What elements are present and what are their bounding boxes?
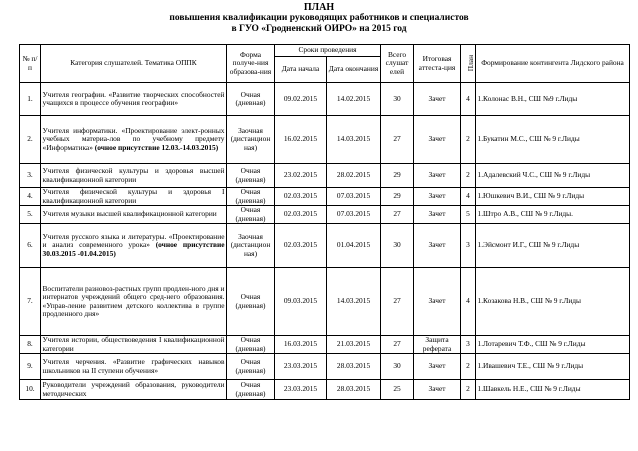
table-row [20, 188, 630, 206]
cell-attest: Защита реферата [414, 336, 461, 354]
cell-total: 27 [381, 116, 414, 164]
cell-start: 16.03.2015 [275, 336, 327, 354]
col-start: Дата начала [275, 57, 327, 83]
col-attest: Итоговая аттеста-ция [414, 45, 461, 83]
document-header [0, 0, 638, 35]
cell-num: 4. [20, 188, 41, 206]
cell-start: 16.02.2015 [275, 116, 327, 164]
cell-attest: Зачет [414, 268, 461, 336]
cell-attest: Зачет [414, 224, 461, 268]
cell-num: 9. [20, 354, 41, 380]
cell-category [41, 380, 227, 400]
cell-num: 7. [20, 268, 41, 336]
cell-form: Очная (дневная) [227, 188, 275, 206]
category-text: Учителя русского языка и литературы. «Проектирование и анализ современного урока» [42, 232, 225, 250]
table-row [20, 206, 630, 224]
cell-total: 25 [381, 380, 414, 400]
cell-category [41, 224, 227, 268]
cell-form: Очная (дневная) [227, 336, 275, 354]
cell-contingent: 1.Ивашевич Т.Е., СШ № 9 г.Лиды [476, 354, 630, 380]
cell-num: 3. [20, 164, 41, 188]
category-text: Руководители учреждений образования, руководители методических [42, 380, 225, 398]
table-row [20, 83, 630, 116]
cell-category [41, 336, 227, 354]
cell-total: 27 [381, 336, 414, 354]
cell-form: Очная (дневная) [227, 164, 275, 188]
cell-contingent: 1.Козакова Н.В., СШ № 9 г.Лиды [476, 268, 630, 336]
cell-contingent: 1.Лотаревич Т.Ф., СШ № 9 г.Лиды [476, 336, 630, 354]
cell-attest: Зачет [414, 380, 461, 400]
cell-end: 07.03.2015 [327, 188, 381, 206]
cell-num: 10. [20, 380, 41, 400]
cell-contingent: 1.Колонас В.Н., СШ №9 г.Лиды [476, 83, 630, 116]
category-text: Учителя истории, обществоведения I квалификационной категории [42, 335, 225, 353]
cell-form: Очная (дневная) [227, 354, 275, 380]
row-note: (очное присутствие 30.03.2015 -01.04.2015) [42, 240, 225, 258]
table-row [20, 116, 630, 164]
cell-attest: Зачет [414, 188, 461, 206]
cell-start: 09.03.2015 [275, 268, 327, 336]
cell-end: 14.03.2015 [327, 116, 381, 164]
cell-contingent: 1.Шавкель Н.Е., СШ № 9 г.Лиды [476, 380, 630, 400]
cell-end: 28.02.2015 [327, 164, 381, 188]
cell-end: 21.03.2015 [327, 336, 381, 354]
cell-form: Заочная (дистанцион ная) [227, 116, 275, 164]
cell-contingent: 1.Адалевский Ч.С., СШ № 9 г.Лиды [476, 164, 630, 188]
cell-start: 23.03.2015 [275, 354, 327, 380]
cell-plan: 2 [461, 380, 476, 400]
table-row [20, 380, 630, 400]
col-total: Всего слушат елей [381, 45, 414, 83]
cell-category [41, 83, 227, 116]
category-text: Учителя географии. «Развитие творческих способностей учащихся в процессе обучения географии» [42, 89, 225, 107]
cell-start: 23.02.2015 [275, 164, 327, 188]
cell-category [41, 354, 227, 380]
table-row [20, 224, 630, 268]
cell-total: 29 [381, 164, 414, 188]
row-note: (очное присутствие 12.03.-14.03.2015) [94, 142, 219, 152]
cell-end: 14.02.2015 [327, 83, 381, 116]
cell-attest: Зачет [414, 206, 461, 224]
cell-num: 2. [20, 116, 41, 164]
cell-total: 27 [381, 206, 414, 224]
cell-attest: Зачет [414, 354, 461, 380]
cell-category [41, 206, 227, 224]
cell-end: 07.03.2015 [327, 206, 381, 224]
table-row [20, 354, 630, 380]
document-subtitle-2: в ГУО «Гродненский ОИРО» на 2015 год [231, 24, 407, 34]
table-row [20, 336, 630, 354]
cell-total: 27 [381, 268, 414, 336]
category-text: Учителя физической культуры и здоровья высшей квалификационной категории [42, 166, 225, 184]
cell-contingent: 1.Юшкевич В.И., СШ № 9 г.Лиды [476, 188, 630, 206]
col-dates: Сроки проведения [275, 45, 381, 57]
category-text: Учителя физической культуры и здоровья I квалификационной категории [42, 187, 225, 205]
cell-total: 29 [381, 188, 414, 206]
cell-form: Очная (дневная) [227, 206, 275, 224]
document-title: ПЛАН [303, 2, 335, 13]
cell-plan: 4 [461, 188, 476, 206]
cell-end: 28.03.2015 [327, 380, 381, 400]
cell-total: 30 [381, 354, 414, 380]
col-plan-label: План [465, 55, 475, 72]
cell-form: Очная (дневная) [227, 268, 275, 336]
table-row [20, 164, 630, 188]
cell-num: 6. [20, 224, 41, 268]
cell-total: 30 [381, 83, 414, 116]
col-plan [461, 45, 476, 83]
category-text: Учителя музыки высшей квалификационной категории [42, 209, 217, 219]
category-text: Учителя черчения. «Развитие графических навыков школьников на II ступени обучения» [42, 357, 225, 375]
cell-plan: 2 [461, 354, 476, 380]
col-num: № п/п [20, 45, 41, 83]
category-text: Учителя информатики. «Проектирование элект-ронных учебных материа-лов по учебному предмету «Информатика» [42, 126, 225, 152]
cell-contingent: 1.Букатин М.С., СШ № 9 г.Лиды [476, 116, 630, 164]
cell-category [41, 164, 227, 188]
cell-attest: Зачет [414, 83, 461, 116]
cell-attest: Зачет [414, 116, 461, 164]
document-subtitle: повышения квалификации руководящих работников и специалистов [169, 13, 469, 23]
cell-total: 30 [381, 224, 414, 268]
cell-attest: Зачет [414, 164, 461, 188]
table-row [20, 268, 630, 336]
cell-end: 14.03.2015 [327, 268, 381, 336]
cell-plan: 4 [461, 83, 476, 116]
cell-num: 5. [20, 206, 41, 224]
col-category: Категория слушателей. Тематика ОППК [41, 45, 227, 83]
cell-category [41, 268, 227, 336]
table-body [20, 83, 630, 400]
category-text: Воспитатели разновоз-растных групп продлен-ного дня и интернатов учреждений общего сред-него образования. «Управ-ление развитием детского коллектива в группе продленного дня» [42, 284, 225, 318]
cell-form: Очная (дневная) [227, 380, 275, 400]
cell-plan: 4 [461, 268, 476, 336]
cell-start: 02.03.2015 [275, 188, 327, 206]
cell-num: 8. [20, 336, 41, 354]
col-end: Дата окончания [327, 57, 381, 83]
plan-table [19, 44, 630, 400]
cell-plan: 2 [461, 164, 476, 188]
table-header [20, 45, 630, 83]
cell-contingent: 1.Штро А.В., СШ № 9 г.Лиды. [476, 206, 630, 224]
cell-category [41, 188, 227, 206]
cell-form: Очная (дневная) [227, 83, 275, 116]
cell-form: Заочная (дистанцион ная) [227, 224, 275, 268]
cell-plan: 2 [461, 116, 476, 164]
cell-num: 1. [20, 83, 41, 116]
cell-plan: 5 [461, 206, 476, 224]
cell-end: 28.03.2015 [327, 354, 381, 380]
cell-contingent: 1.Эйсмонт И.Г., СШ № 9 г.Лиды [476, 224, 630, 268]
cell-start: 23.03.2015 [275, 380, 327, 400]
col-form: Форма получе-ния образова-ния [227, 45, 275, 83]
cell-start: 09.02.2015 [275, 83, 327, 116]
cell-end: 01.04.2015 [327, 224, 381, 268]
col-contingent: Формирование контингента Лидского района [476, 45, 630, 83]
cell-start: 02.03.2015 [275, 224, 327, 268]
cell-plan: 3 [461, 336, 476, 354]
cell-start: 02.03.2015 [275, 206, 327, 224]
cell-plan: 3 [461, 224, 476, 268]
cell-category [41, 116, 227, 164]
